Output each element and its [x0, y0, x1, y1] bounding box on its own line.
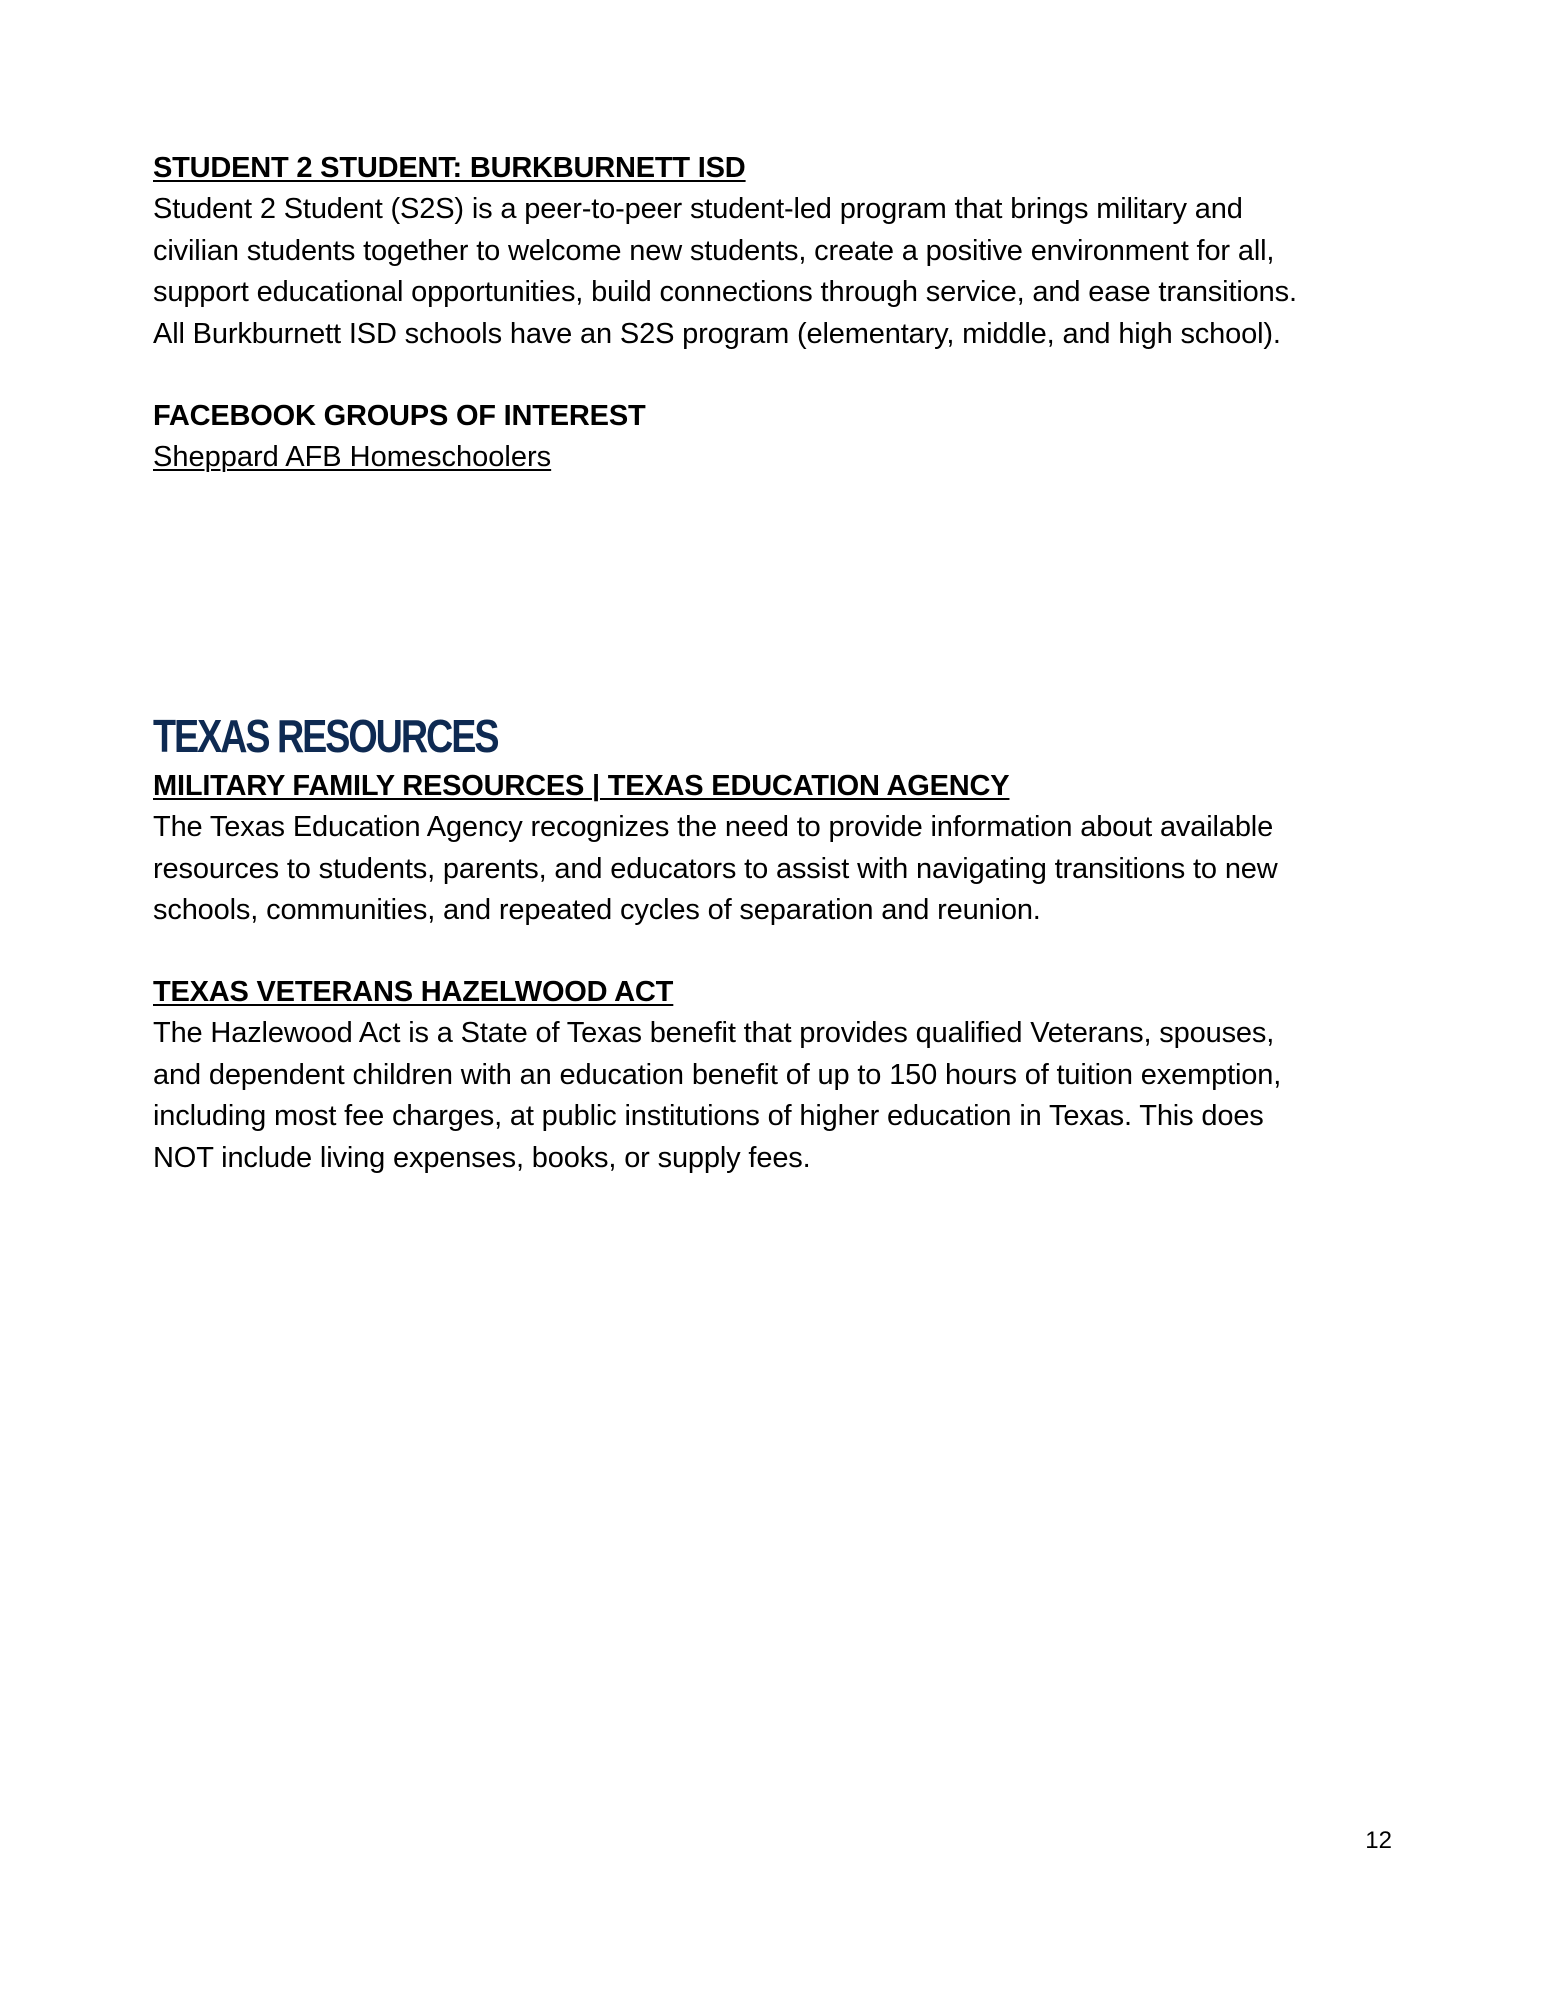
tea-heading-link[interactable]	[153, 766, 1393, 807]
hazelwood-heading-link[interactable]	[153, 972, 1393, 1013]
facebook-heading: FACEBOOK GROUPS OF INTEREST	[153, 400, 646, 432]
tea-paragraph	[153, 807, 1393, 932]
texas-resources-section	[153, 710, 1393, 762]
tea-line-2: resources to students, parents, and educators to assist with navigating transitions to new	[153, 852, 1278, 885]
tea-line-1: The Texas Education Agency recognizes the need to provide information about available	[153, 811, 1274, 843]
document-page	[153, 0, 1393, 2000]
s2s-section	[153, 148, 1393, 355]
hazelwood-line-2: and dependent children with an education benefit of up to 150 hours of tuition exemption,	[153, 1058, 1282, 1091]
s2s-line-3: support educational opportunities, build connections through service, and ease transitions.	[153, 276, 1297, 308]
s2s-line-4: All Burkburnett ISD schools have an S2S program (elementary, middle, and high school).	[153, 317, 1281, 350]
tea-line-3: schools, communities, and repeated cycles of separation and reunion.	[153, 894, 1041, 926]
s2s-heading-text[interactable]: STUDENT 2 STUDENT: BURKBURNETT ISD	[153, 152, 746, 184]
s2s-heading-link[interactable]	[153, 148, 1393, 189]
page-number: 12	[1365, 1827, 1392, 1854]
hazelwood-heading-text[interactable]: TEXAS VETERANS HAZELWOOD ACT	[153, 976, 674, 1008]
hazelwood-section	[153, 972, 1393, 1179]
facebook-section	[153, 396, 1393, 478]
hazelwood-paragraph	[153, 1013, 1393, 1179]
s2s-line-2: civilian students together to welcome new students, create a positive environment for all,	[153, 234, 1275, 267]
s2s-line-1: Student 2 Student (S2S) is a peer-to-peer student-led program that brings military and	[153, 193, 1243, 225]
hazelwood-line-4: NOT include living expenses, books, or supply fees.	[153, 1141, 811, 1174]
hazelwood-line-3: including most fee charges, at public institutions of higher education in Texas. This does	[153, 1100, 1264, 1132]
s2s-paragraph	[153, 189, 1393, 355]
hazelwood-line-1: The Hazlewood Act is a State of Texas benefit that provides qualified Veterans, spouses,	[153, 1017, 1275, 1049]
sheppard-homeschoolers-link[interactable]: Sheppard AFB Homeschoolers	[153, 441, 552, 473]
section-title: TEXAS RESOURCES	[153, 710, 498, 762]
tea-heading-text[interactable]: MILITARY FAMILY RESOURCES | TEXAS EDUCATION AGENCY	[153, 770, 1010, 802]
tea-section	[153, 766, 1393, 932]
